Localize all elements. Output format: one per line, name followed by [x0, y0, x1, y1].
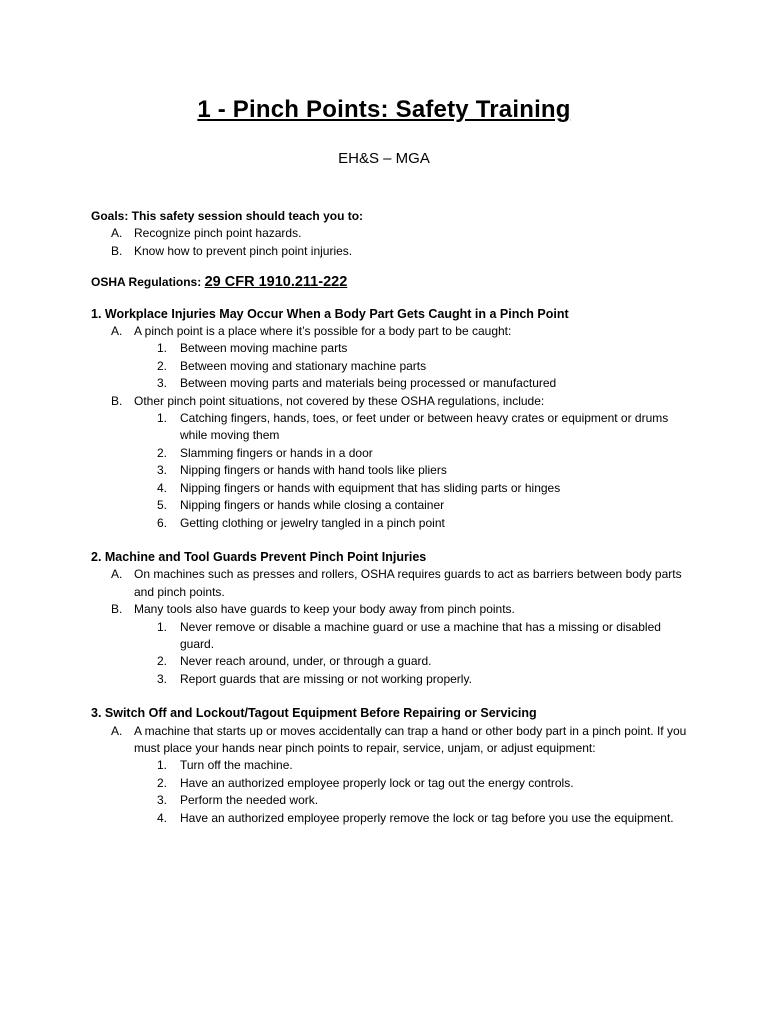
- list-marker: 2.: [157, 445, 168, 460]
- list-item-text: Between moving parts and materials being processed or manufactured: [180, 376, 557, 391]
- list-marker: A.: [111, 567, 123, 582]
- osha-label: OSHA Regulations:: [91, 275, 202, 290]
- section-1-heading: 1. Workplace Injuries May Occur When a Body Part Gets Caught in a Pinch Point: [91, 306, 569, 321]
- sub-list-item: [91, 757, 691, 774]
- list-item-text: Have an authorized employee properly remove the lock or tag before you use the equipment.: [180, 810, 674, 825]
- sub-list-item: [91, 358, 691, 375]
- list-marker: 3.: [157, 671, 168, 686]
- list-item: [91, 723, 691, 758]
- list-item-text: Nipping fingers or hands with hand tools like pliers: [180, 463, 447, 478]
- list-marker: 2.: [157, 775, 168, 790]
- list-item-text: Know how to prevent pinch point injuries.: [134, 243, 353, 258]
- list-marker: 4.: [157, 480, 168, 495]
- list-item-text: A pinch point is a place where it’s possible for a body part to be caught:: [134, 324, 512, 339]
- sub-list-item: [91, 619, 691, 654]
- list-marker: B.: [111, 393, 123, 408]
- list-marker: 2.: [157, 358, 168, 373]
- document-body: [91, 208, 691, 827]
- list-item-text: Between moving machine parts: [180, 341, 348, 356]
- list-item-text: Slamming fingers or hands in a door: [180, 445, 373, 460]
- list-item-text: Between moving and stationary machine parts: [180, 358, 427, 373]
- list-marker: A.: [111, 723, 123, 738]
- list-item: [91, 566, 691, 601]
- sub-list-item: [91, 497, 691, 514]
- list-item-text: Catching fingers, hands, toes, or feet under or between heavy crates or equipment or drums while moving them: [180, 411, 669, 443]
- list-marker: 3.: [157, 463, 168, 478]
- sub-list-item: [91, 375, 691, 392]
- sub-list-item: [91, 515, 691, 532]
- list-item: [91, 323, 691, 340]
- list-item-text: Nipping fingers or hands with equipment that has sliding parts or hinges: [180, 480, 561, 495]
- list-item: [91, 601, 691, 618]
- list-marker: 2.: [157, 654, 168, 669]
- list-item-text: Recognize pinch point hazards.: [134, 226, 302, 241]
- list-marker: 6.: [157, 515, 168, 530]
- list-marker: 3.: [157, 793, 168, 808]
- sub-list-item: [91, 653, 691, 670]
- list-marker: 3.: [157, 376, 168, 391]
- list-item-text: A machine that starts up or moves accidentally can trap a hand or other body part in a pinch point. If you must place your hands near pinch points to repair, service, unjam, or adjust equipment:: [134, 723, 687, 755]
- list-item: [91, 225, 691, 242]
- list-item-text: Perform the needed work.: [180, 793, 319, 808]
- list-marker: 1.: [157, 411, 168, 426]
- section-3-heading: 3. Switch Off and Lockout/Tagout Equipment Before Repairing or Servicing: [91, 706, 537, 721]
- goals-list: [91, 225, 691, 260]
- list-item-text: Never reach around, under, or through a guard.: [180, 654, 432, 669]
- sub-list-item: [91, 775, 691, 792]
- osha-regulations-line: [91, 274, 691, 291]
- list-item-text: Other pinch point situations, not covered by these OSHA regulations, include:: [134, 393, 545, 408]
- list-marker: 4.: [157, 810, 168, 825]
- sub-list-item: [91, 810, 691, 827]
- list-marker: A.: [111, 226, 123, 241]
- document-title: 1 - Pinch Points: Safety Training: [197, 96, 571, 123]
- sub-list-item: [91, 410, 691, 445]
- list-item-text: Have an authorized employee properly lock or tag out the energy controls.: [180, 775, 574, 790]
- list-item-text: Many tools also have guards to keep your body away from pinch points.: [134, 602, 515, 617]
- list-marker: A.: [111, 324, 123, 339]
- list-item: [91, 393, 691, 410]
- goals-heading: Goals: This safety session should teach you to:: [91, 209, 364, 223]
- document-subtitle: EH&S – MGA: [338, 150, 430, 167]
- sub-list-item: [91, 462, 691, 479]
- list-item-text: Nipping fingers or hands while closing a container: [180, 498, 445, 513]
- list-item-text: Getting clothing or jewelry tangled in a pinch point: [180, 515, 445, 530]
- list-item-text: Report guards that are missing or not working properly.: [180, 671, 472, 686]
- list-item-text: Turn off the machine.: [180, 758, 293, 773]
- list-marker: 1.: [157, 341, 168, 356]
- sub-list-item: [91, 792, 691, 809]
- sub-list-item: [91, 340, 691, 357]
- list-marker: 5.: [157, 498, 168, 513]
- sub-list-item: [91, 445, 691, 462]
- list-marker: B.: [111, 602, 123, 617]
- list-item-text: Never remove or disable a machine guard or use a machine that has a missing or disabled guard.: [180, 619, 661, 651]
- sub-list-item: [91, 671, 691, 688]
- list-marker: 1.: [157, 758, 168, 773]
- list-item-text: On machines such as presses and rollers, OSHA requires guards to act as barriers between body parts and pinch points.: [134, 567, 682, 599]
- sub-list-item: [91, 480, 691, 497]
- list-item: [91, 243, 691, 260]
- section-2-heading: 2. Machine and Tool Guards Prevent Pinch Point Injuries: [91, 549, 427, 564]
- osha-regulation-link[interactable]: 29 CFR 1910.211-222: [204, 274, 348, 291]
- list-marker: 1.: [157, 619, 168, 634]
- list-marker: B.: [111, 243, 123, 258]
